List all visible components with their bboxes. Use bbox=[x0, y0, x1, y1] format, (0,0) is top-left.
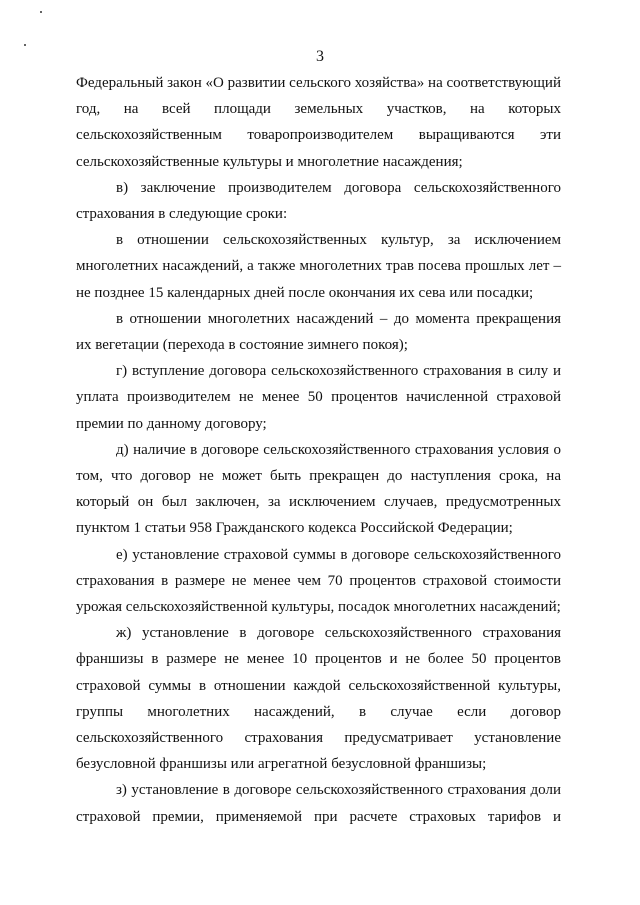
paragraph-item-e: е) установление страховой суммы в договоре сельскохозяйственного страхования в размере не менее чем 70 процентов страховой стоимости урожая сельскохозяйственной культуры, посадок многолетних насаждений; bbox=[76, 546, 561, 616]
scan-speck bbox=[24, 44, 26, 46]
paragraph-item-v: в) заключение производителем договора сельскохозяйственного страхования в следующие сроки: bbox=[76, 179, 561, 223]
page-number: 3 bbox=[316, 48, 324, 65]
paragraph-continuation: Федеральный закон «О развитии сельского хозяйства» на соответствующий год, на всей площади земельных участков, на которых сельскохозяйственным товаропроизводителем выращиваются эти сельскохозяйственные культуры и многолетние насаждения; bbox=[76, 75, 561, 170]
paragraph-crops-deadline: в отношении сельскохозяйственных культур, за исключением многолетних насаждений, а также многолетних трав посева прошлых лет – не позднее 15 календарных дней после окончания их сева или посадки; bbox=[76, 232, 561, 301]
paragraph-item-g: г) вступление договора сельскохозяйственного страхования в силу и уплата производителем не менее 50 процентов начисленной страховой премии по данному договору; bbox=[76, 363, 561, 432]
paragraph-item-zh: ж) установление в договоре сельскохозяйственного страхования франшизы в размере не менее 10 процентов и не более 50 процентов страховой суммы в отношении каждой сельскохозяйственной культуры, группы многолетних насаждений, в случае если договор сельскохозяйственного страхования предусматривает установление безусловной франшизы или агрегатной безусловной франшизы; bbox=[76, 625, 561, 773]
paragraph-item-d: д) наличие в договоре сельскохозяйственного страхования условия о том, что договор не может быть прекращен до наступления срока, на который он был заключен, за исключением случаев, предусмотренных пунктом 1 статьи 958 Гражданского кодекса Российской Федерации; bbox=[76, 441, 561, 537]
paragraph-item-z: з) установление в договоре сельскохозяйственного страхования доли страховой премии, применяемой при расчете страховых тарифов и bbox=[76, 782, 561, 825]
scan-speck bbox=[40, 11, 42, 13]
paragraph-perennials-deadline: в отношении многолетних насаждений – до момента прекращения их вегетации (перехода в состояние зимнего покоя); bbox=[76, 310, 561, 354]
document-body bbox=[76, 70, 561, 830]
